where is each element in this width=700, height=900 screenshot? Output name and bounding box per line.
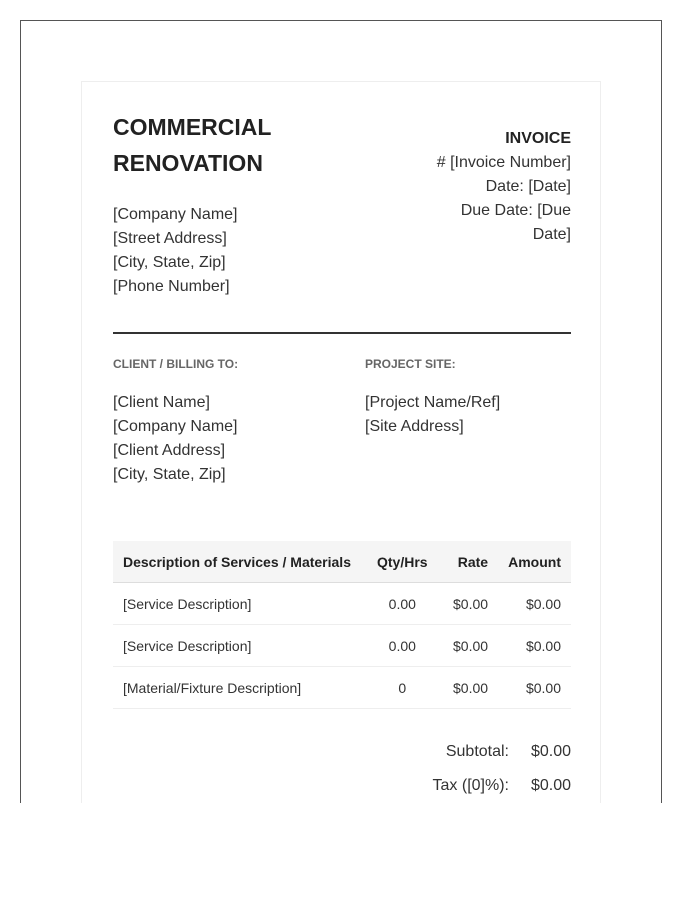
line-items-header — [113, 541, 571, 583]
row-description: [Service Description] — [113, 625, 364, 667]
company-address — [113, 203, 353, 299]
project-name: [Project Name/Ref] — [365, 394, 501, 411]
company-name: [Company Name] — [113, 206, 238, 223]
header-amount: Amount — [498, 541, 571, 583]
row-amount: $0.00 — [498, 625, 571, 667]
invoice-info — [431, 127, 571, 247]
row-qty: 0 — [364, 667, 440, 709]
header-description: Description of Services / Materials — [113, 541, 364, 583]
company-phone: [Phone Number] — [113, 278, 230, 295]
header-rate: Rate — [440, 541, 498, 583]
company-city-state-zip: [City, State, Zip] — [113, 254, 226, 271]
invoice-content — [113, 113, 571, 794]
row-qty: 0.00 — [364, 583, 440, 625]
invoice-date: Date: [Date] — [485, 178, 571, 195]
site-address: [Site Address] — [365, 418, 464, 435]
row-amount: $0.00 — [498, 583, 571, 625]
project-site-heading: PROJECT SITE: — [365, 357, 456, 371]
row-rate: $0.00 — [440, 625, 498, 667]
subtotal-value: $0.00 — [530, 743, 571, 760]
client-address: [Client Address] — [113, 442, 226, 459]
invoice-label: INVOICE — [505, 130, 571, 147]
client-block — [113, 357, 238, 487]
tax-row — [113, 775, 571, 803]
table-header-row — [113, 541, 571, 583]
client-company: [Company Name] — [113, 418, 238, 435]
client-city-state-zip: [City, State, Zip] — [113, 466, 226, 483]
tax-value: $0.00 — [530, 777, 571, 794]
table-row — [113, 625, 571, 667]
client-details — [113, 391, 238, 487]
client-heading: CLIENT / BILLING TO: — [113, 357, 239, 371]
header-divider — [113, 332, 571, 334]
company-street: [Street Address] — [113, 230, 227, 247]
header-qty: Qty/Hrs — [364, 541, 440, 583]
tax-label: Tax ([0]%): — [432, 777, 509, 794]
company-block — [113, 113, 353, 299]
row-qty: 0.00 — [364, 625, 440, 667]
invoice-header — [113, 113, 571, 318]
company-title — [113, 109, 353, 181]
line-items-table — [113, 541, 571, 709]
project-site-details — [365, 391, 500, 439]
subtotal-row — [113, 741, 571, 775]
invoice-due-date-line2: Date] — [532, 226, 571, 243]
invoice-due-date-line1: Due Date: [Due — [460, 202, 571, 219]
invoice-page — [81, 81, 601, 803]
document-viewport — [20, 20, 662, 803]
row-description: [Service Description] — [113, 583, 364, 625]
company-title-line2: RENOVATION — [113, 150, 263, 176]
row-amount: $0.00 — [498, 667, 571, 709]
table-row — [113, 667, 571, 709]
invoice-number: # [Invoice Number] — [436, 154, 571, 171]
company-title-line1: COMMERCIAL — [113, 114, 272, 140]
project-site-block — [365, 357, 500, 439]
line-items-body — [113, 583, 571, 709]
client-name: [Client Name] — [113, 394, 210, 411]
row-description: [Material/Fixture Description] — [113, 667, 364, 709]
row-rate: $0.00 — [440, 667, 498, 709]
subtotal-label: Subtotal: — [445, 743, 509, 760]
table-row — [113, 583, 571, 625]
row-rate: $0.00 — [440, 583, 498, 625]
totals-section — [113, 741, 571, 803]
